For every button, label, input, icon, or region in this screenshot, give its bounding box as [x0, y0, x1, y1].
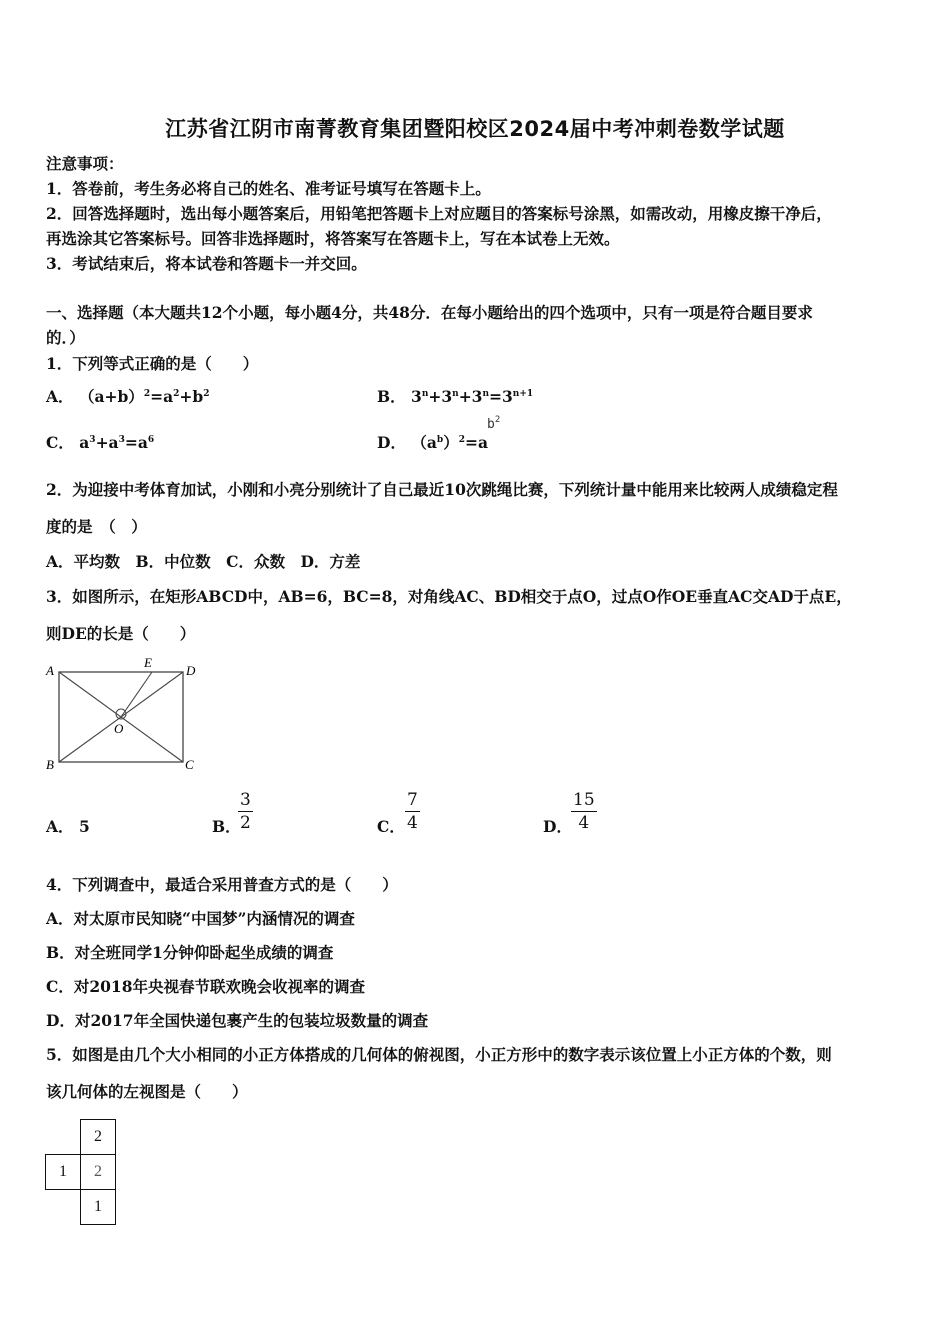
notice-item-2-line-1: 2．回答选择题时，选出每小题答案后，用铅笔把答题卡上对应题目的答案标号涂黑，如需改动，用橡皮擦干净后， [46, 204, 832, 223]
q1-option-b: B． $3^n+3^n+3^n=3^{n+1}$ [377, 387, 534, 406]
notice-item-1: 1．答卷前，考生务必将自己的姓名、准考证号填写在答题卡上。 [46, 179, 491, 198]
q4-option-b: B．对全班同学1分钟仰卧起坐成绩的调查 [46, 943, 334, 962]
q3-option-a: A． 5 [46, 817, 90, 836]
q4-option-c: C．对2018年央视春节联欢晚会收视率的调查 [46, 977, 365, 996]
q4-option-a: A．对太原市民知晓“中国梦”内涵情况的调查 [46, 909, 355, 928]
label-c: C [185, 757, 194, 772]
q5-stem-line-2: 该几何体的左视图是（ ） [46, 1082, 248, 1101]
q5-top-view-grid [45, 1119, 116, 1225]
q3-option-b-label: B． [212, 817, 241, 836]
label-a: A [46, 663, 54, 678]
segment-oe [121, 672, 152, 717]
q3-stem-line-1: 3．如图所示，在矩形ABCD中，AB=6，BC=8，对角线AC、BD相交于点O，过点O作OE垂直AC交AD于点E， [46, 587, 852, 606]
q3-option-d-label: D． [543, 817, 572, 836]
q1-option-a: A． $(a+b)^2=a^2+b^2$ [46, 387, 210, 406]
q1-option-d-exponent-image: $b^2$ [487, 415, 501, 432]
q2-stem-line-1: 2．为迎接中考体育加试，小刚和小亮分别统计了自己最近10次跳绳比赛，下列统计量中能用来比较两人成绩稳定程 [46, 480, 838, 499]
q3-option-d-fraction: $\frac{15}{4}$ [573, 790, 595, 833]
q4-stem: 4．下列调查中，最适合采用普查方式的是（ ） [46, 875, 398, 894]
notice-header: 注意事项： [46, 154, 124, 173]
q1-option-d: D． $(a^b)^2=a$ [377, 433, 489, 452]
q5-stem-line-1: 5．如图是由几个大小相同的小正方体搭成的几何体的俯视图，小正方形中的数字表示该位置上小正方体的个数，则 [46, 1045, 832, 1064]
section-heading-line-1: 一、选择题（本大题共12个小题，每小题4分，共48分．在每小题给出的四个选项中，只有一项是符合题目要求 [46, 303, 813, 322]
label-b: B [46, 757, 54, 772]
q3-rectangle-figure [42, 655, 207, 775]
page-title: 江苏省江阴市南菁教育集团暨阳校区2024届中考冲刺卷数学试题 [165, 117, 785, 141]
q3-option-c-label: C． [377, 817, 405, 836]
notice-item-3: 3．考试结束后，将本试卷和答题卡一并交回。 [46, 254, 367, 273]
notice-item-2-line-2: 再选涂其它答案标号。回答非选择题时，将答案写在答题卡上，写在本试卷上无效。 [46, 229, 620, 248]
q3-stem-line-2: 则DE的长是（ ） [46, 624, 196, 643]
grid-cell-empty [46, 1120, 81, 1155]
q3-option-b-fraction: $\frac{3}{2}$ [240, 790, 251, 833]
label-d: D [186, 663, 196, 678]
q1-stem: 1．下列等式正确的是（ ） [46, 354, 259, 373]
grid-cell-empty [46, 1190, 81, 1225]
q2-options: A．平均数 B．中位数 C．众数 D．方差 [46, 552, 361, 571]
label-e: E [144, 655, 152, 670]
section-heading-line-2: 的．） [46, 328, 85, 347]
grid-cell-mid-right: 2 [81, 1155, 116, 1190]
label-o: O [114, 721, 124, 736]
grid-cell-mid-left: 1 [46, 1155, 81, 1190]
grid-cell-top: 2 [81, 1120, 116, 1155]
q2-stem-line-2: 度的是 （ ） [46, 517, 147, 536]
q1-option-c: C． $a^3+a^3=a^6$ [46, 433, 155, 452]
q3-option-c-fraction: $\frac{7}{4}$ [407, 790, 418, 833]
grid-cell-bottom: 1 [81, 1190, 116, 1225]
q4-option-d: D．对2017年全国快递包裹产生的包装垃圾数量的调查 [46, 1011, 429, 1030]
